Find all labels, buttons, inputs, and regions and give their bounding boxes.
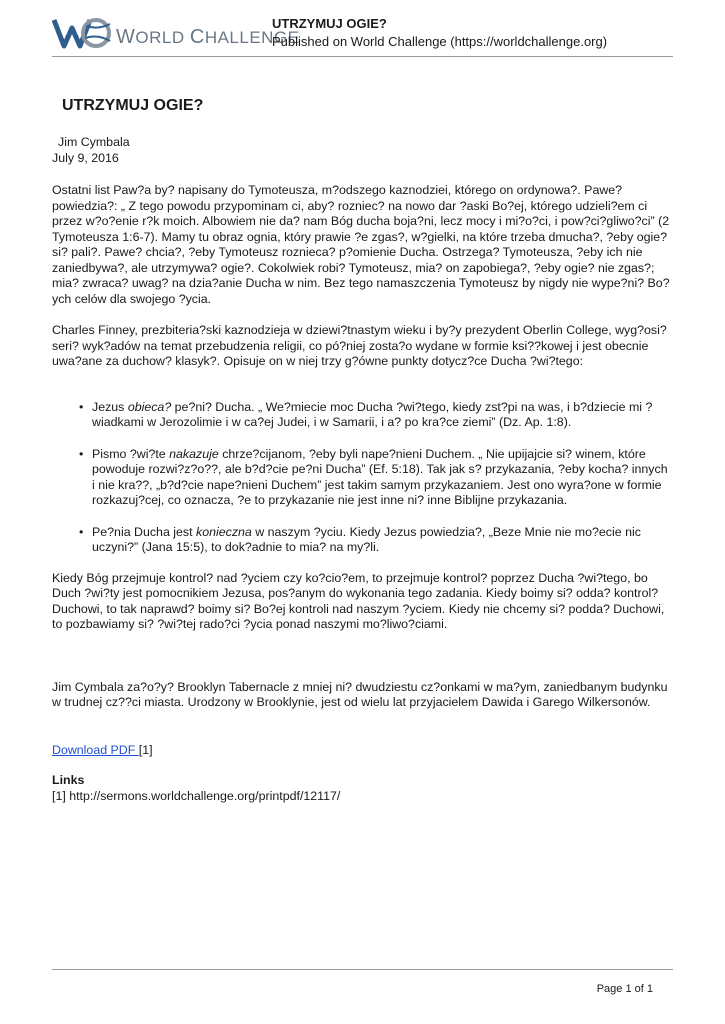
page-header xyxy=(52,12,672,54)
list-item: • Pismo ?wi?te nakazuje chrze?cijanom, ?eby byli nape?nieni Duchem. „ Nie upijajcie si? winem, które powoduje rozwi?z?o??, ale b?d?cie pe?ni Ducha” (Ef. 5:18). Tak jak s? przykazania, ?eby kocha? innych i nie kra??, „b?d?cie nape?nieni Duchem” jest takim samym przykazaniem. Jest ono wyra?one w formie rozkazuj?cej, co oznacza, ?e to przykazanie nie jest inne ni? inne Biblijne przykazania. xyxy=(92,447,673,509)
download-pdf-link[interactable]: Download PDF xyxy=(52,742,139,757)
download-row xyxy=(52,743,673,759)
article-title: UTRZYMUJ OGIE? xyxy=(62,97,204,114)
paragraph-3: Kiedy Bóg przejmuje kontrol? nad ?yciem czy ko?cio?em, to przejmuje kontrol? poprzez Ducha ?wi?tego, bo Duch ?wi?ty jest pomocnikiem Jezusa, pos?anym do wykonania tego zadania. Kiedy boimy si? odda? kontrol? Duchowi, to tak naprawd? boimy si? Bo?ej kontroli nad naszym ?yciem. Kiedy nie chcemy si? podda? Duchowi, to pozbawiamy si? ?wi?tej rado?ci ?ycia ponad naszymi mo?liwo?ciami. xyxy=(52,570,665,631)
bullet-list xyxy=(52,400,673,556)
wc-globe-icon xyxy=(52,16,116,50)
header-title: UTRZYMUJ OGIE? xyxy=(272,16,387,31)
logo-wordmark: WORLD CHALLENGE xyxy=(116,26,300,48)
article-body xyxy=(52,96,673,804)
paragraph-1: Ostatni list Paw?a by? napisany do Tymoteusza, m?odszego kaznodziei, którego on ordynowa?. Pawe? powiedzia?: „ Z tego powodu przypominam ci, aby? rozniec? na nowo dar ?aski Bo?ej, którego udzieli?em ci przez w?o?enie r?k moich. Albowiem nie da? nam Bóg ducha boja?ni, lecz mocy i mi?o?ci, i pow?ci?gliwo?ci” (2 Tymoteusza 1:6-7). Mamy tu obraz ognia, który prawie ?e zgas?, w?gielki, na które trzeba dmucha?, ?eby ogie? si? pali?. Pawe? chcia?, ?eby Tymoteusz roznieca? p?omienie Ducha. Ostrzega? Tymoteusza, ?eby ich nie zaniedbywa?, ale utrzymywa? ogie?. Cokolwiek robi? Tymoteusz, mia? on zapobiega?, ?eby ogie? nie zgas?; mia? zwraca? uwag? na dzia?anie Ducha w nim. Bez tego namaszczenia Tymoteusz by nigdy nie wype?ni? Bo?ych celów dla swojego ?ycia. xyxy=(52,183,670,306)
article-author: Jim Cymbala xyxy=(58,135,130,149)
footer-divider xyxy=(52,969,673,970)
links-heading: Links xyxy=(52,773,85,787)
header-source: Published on World Challenge (https://worldchallenge.org) xyxy=(272,34,608,49)
list-item: • Jezus obieca? pe?ni? Ducha. „ We?miecie moc Ducha ?wi?tego, kiedy zst?pi na was, i b?dziecie mi ?wiadkami w Jerozolimie i w ca?ej Judei, i w Samarii, i a? po kra?ce ziemi” (Dz. Ap. 1:8). xyxy=(92,400,673,431)
header-divider xyxy=(52,56,673,57)
link-reference: [1] http://sermons.worldchallenge.org/printpdf/12117/ xyxy=(52,788,341,803)
page-number: Page 1 of 1 xyxy=(596,983,653,995)
author-bio: Jim Cymbala za?o?y? Brooklyn Tabernacle z mniej ni? dwudziestu cz?onkami w ma?ym, zaniedbanym budynku w trudnej cz??ci miasta. Urodzony w Brooklynie, jest od wielu lat przyjacielem Dawida i Garego Wilkersonów. xyxy=(52,679,668,709)
list-item: • Pe?nia Ducha jest konieczna w naszym ?yciu. Kiedy Jezus powiedzia?, „Beze Mnie nie mo?ecie nic uczyni?” (Jana 15:5), to dok?adnie to mia? na my?li. xyxy=(92,525,673,556)
paragraph-2: Charles Finney, prezbiteria?ski kaznodzieja w dziewi?tnastym wieku i by?y prezydent Oberlin College, wyg?osi? seri? wyk?adów na temat przebudzenia religii, co pó?niej zosta?o wydane w formie ksi??kowej i jest obecnie uwa?ane za duchow? klasyk?. Opisuje on w niej trzy g?ówne punkty dotycz?ce Ducha ?wi?tego: xyxy=(52,323,667,368)
article-date: July 9, 2016 xyxy=(52,150,119,165)
download-ref: [1] xyxy=(138,742,153,757)
world-challenge-logo xyxy=(52,16,300,50)
